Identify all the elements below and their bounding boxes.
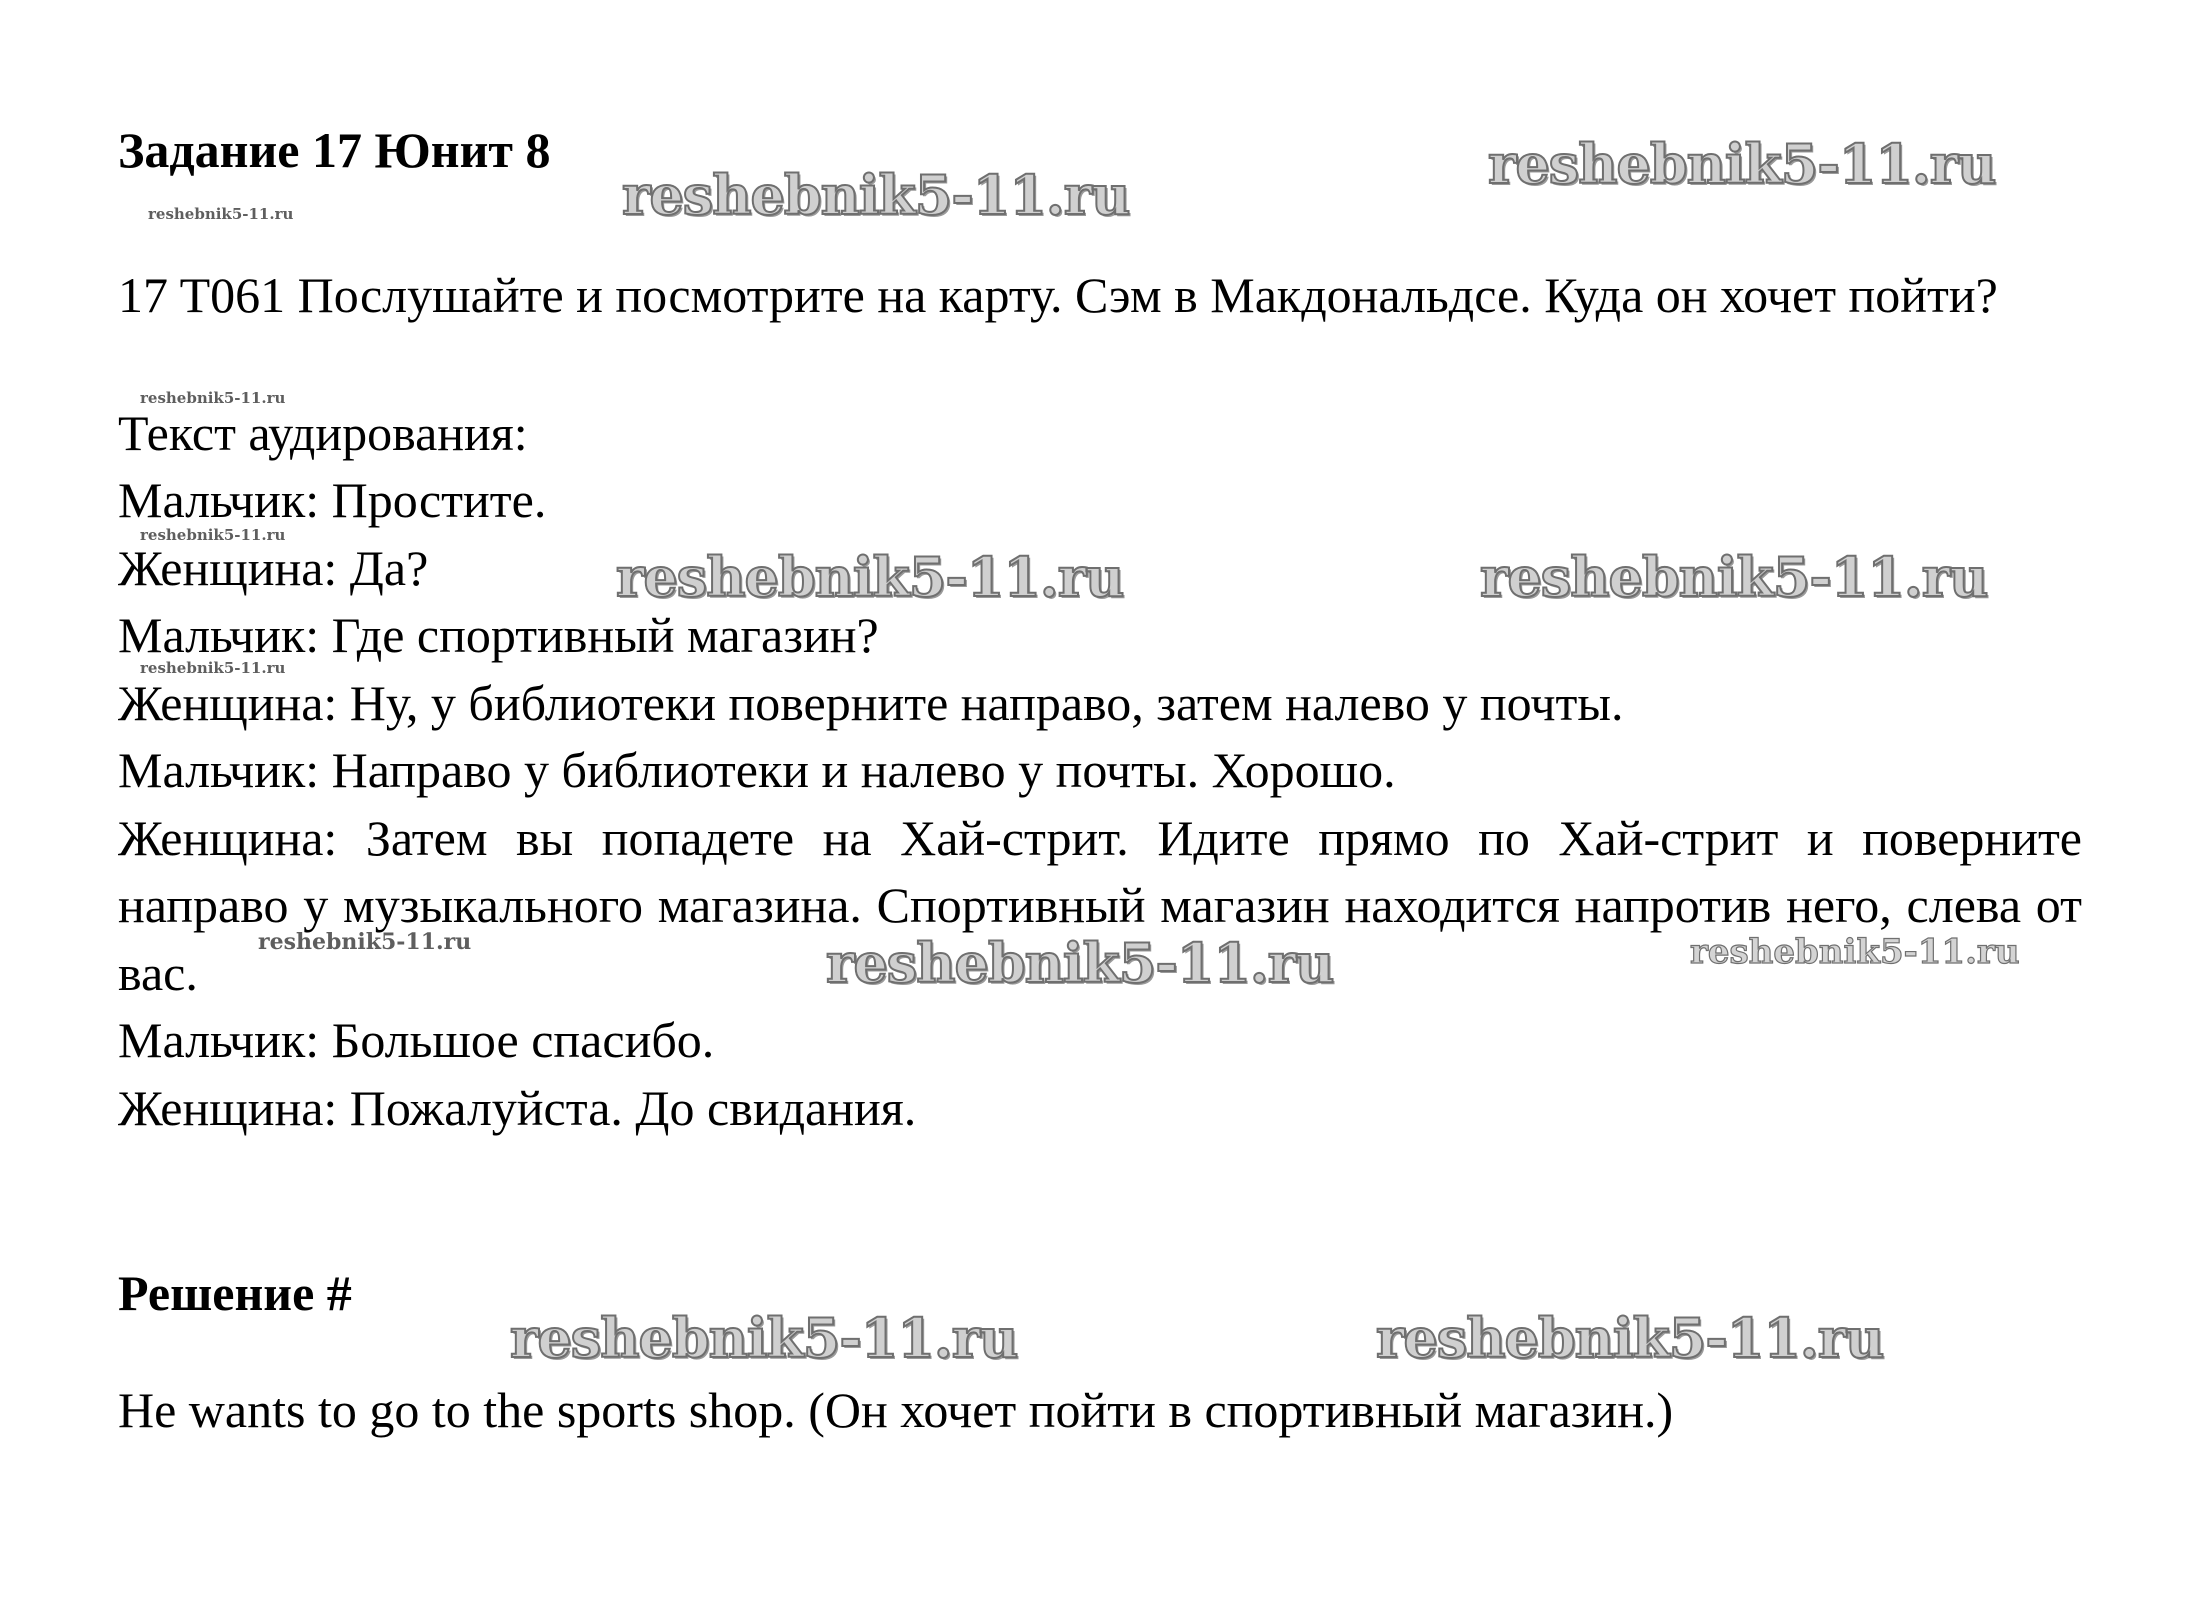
watermark: reshebnik5-11.ru bbox=[510, 1306, 1018, 1370]
transcript-label: Текст аудирования: bbox=[118, 405, 528, 461]
answer-text: He wants to go to the sports shop. (Он хочет пойти в спортивный магазин.) bbox=[118, 1382, 1674, 1438]
task-instruction: 17 T061 Послушайте и посмотрите на карту. Сэм в Макдональдсе. Куда он хочет пойти? bbox=[118, 267, 1998, 323]
task-title: Задание 17 Юнит 8 bbox=[118, 122, 551, 178]
watermark: reshebnik5-11.ru bbox=[140, 389, 286, 407]
watermark: reshebnik5-11.ru bbox=[616, 545, 1124, 609]
watermark: reshebnik5-11.ru bbox=[1376, 1306, 1884, 1370]
watermark: reshebnik5-11.ru bbox=[1480, 545, 1988, 609]
dialogue bbox=[118, 467, 2082, 1142]
watermark: reshebnik5-11.ru bbox=[1690, 932, 2020, 972]
watermark: reshebnik5-11.ru bbox=[826, 931, 1334, 995]
dialogue-line: Мальчик: Большое спасибо. bbox=[118, 1012, 715, 1068]
watermark: reshebnik5-11.ru bbox=[1488, 132, 1996, 196]
solution-heading: Решение # bbox=[118, 1265, 352, 1321]
dialogue-line: Мальчик: Направо у библиотеки и налево у почты. Хорошо. bbox=[118, 742, 1396, 798]
dialogue-line: Женщина: Да? bbox=[118, 539, 429, 596]
watermark: reshebnik5-11.ru bbox=[140, 526, 286, 544]
watermark: reshebnik5-11.ru bbox=[622, 163, 1130, 227]
dialogue-line: Женщина: Пожалуйста. До свидания. bbox=[118, 1079, 917, 1136]
watermark: reshebnik5-11.ru bbox=[140, 659, 286, 677]
dialogue-line: Женщина: Ну, у библиотеки поверните направо, затем налево у почты. bbox=[118, 674, 1624, 731]
watermark: reshebnik5-11.ru bbox=[148, 205, 294, 223]
dialogue-line: Мальчик: Где спортивный магазин? bbox=[118, 607, 879, 663]
dialogue-line: Женщина: Затем вы попадете на Хай-стрит. Идите прямо по Хай-стрит и поверните направо у музыкального магазина. Спортивный магазин находится напротив него, слева от вас. bbox=[118, 809, 2082, 1001]
watermark: reshebnik5-11.ru bbox=[258, 929, 472, 955]
dialogue-line: Мальчик: Простите. bbox=[118, 472, 547, 528]
